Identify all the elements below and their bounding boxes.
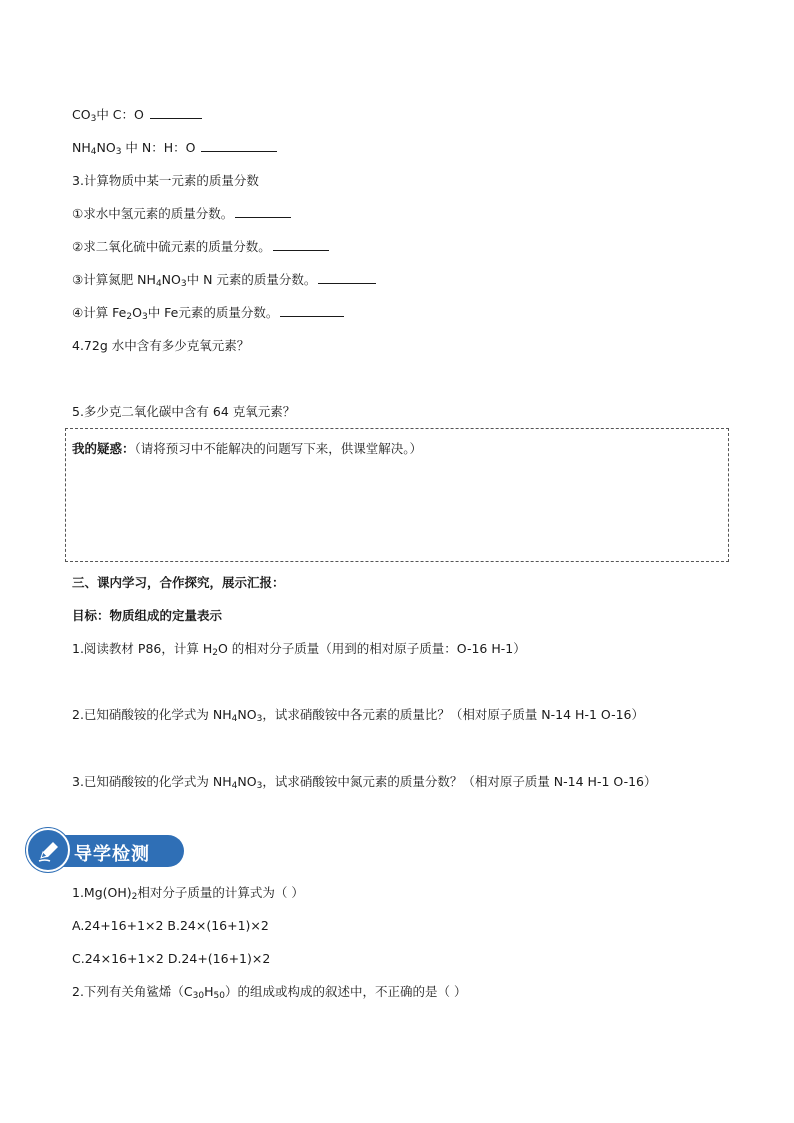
section-heading: 三、课内学习，合作探究，展示汇报： [72, 575, 285, 590]
formula-text: CO [72, 107, 91, 122]
question-nitrogen-fraction [72, 271, 376, 289]
question-text: 2.已知硝酸铵的化学式为 NH [72, 707, 232, 722]
subscript: 2 [126, 312, 133, 322]
test-question-1 [72, 884, 304, 902]
question-nh4no3-ratio [72, 706, 644, 724]
question-text: 1.Mg(OH) [72, 885, 132, 900]
question-text: 中 N 元素的质量分数。 [186, 272, 317, 287]
subscript: 4 [231, 714, 238, 724]
doubt-label: 我的疑惑： [72, 441, 135, 456]
subscript: 2 [212, 648, 218, 658]
doubt-hint: （请将预习中不能解决的问题写下来，供课堂解决。） [134, 441, 423, 456]
question-text: 3.已知硝酸铵的化学式为 NH [72, 774, 232, 789]
subscript: 3 [256, 714, 263, 724]
subscript: 30 [192, 991, 205, 1001]
doubt-box[interactable] [65, 428, 729, 562]
question-nh4no3-nitrogen [72, 773, 656, 791]
answer-blank[interactable] [273, 238, 329, 251]
ratio-co3-line [72, 106, 202, 124]
subscript: 3 [141, 312, 148, 322]
question-hydrogen-fraction [72, 205, 291, 223]
question-co2-oxygen: 5.多少克二氧化碳中含有 64 克氧元素？ [72, 404, 296, 419]
question-text: 中 Fe元素的质量分数。 [147, 305, 279, 320]
subscript: 3 [90, 114, 97, 124]
section-mass-fraction-heading: 3.计算物质中某一元素的质量分数 [72, 173, 259, 188]
formula-text: H [204, 984, 214, 999]
question-text: ）的组成或构成的叙述中，不正确的是（ ） [224, 984, 467, 999]
subscript: 4 [90, 147, 97, 157]
question-text: 中 C：O [96, 107, 148, 122]
question-text: ，试求硝酸铵中各元素的质量比？（相对原子质量 N-14 H-1 O-16） [262, 707, 644, 722]
question-text: 2.下列有关角鲨烯（C [72, 984, 193, 999]
answer-blank[interactable] [235, 205, 291, 218]
pencil-icon [36, 838, 62, 864]
test-question-2 [72, 983, 466, 1001]
question-text: 1.阅读教材 P86，计算 H [72, 641, 213, 656]
formula-text: NO [96, 140, 116, 155]
subscript: 2 [131, 892, 138, 902]
section-banner [26, 828, 186, 872]
test-options-cd: C.24×16+1×2 D.24+(16+1)×2 [72, 951, 271, 966]
answer-blank[interactable] [280, 304, 344, 317]
subscript: 50 [213, 991, 225, 1001]
question-h2o-mass [72, 640, 526, 658]
subscript: 3 [115, 147, 122, 157]
question-iron-fraction [72, 304, 344, 322]
question-text: ，试求硝酸铵中氮元素的质量分数？（相对原子质量 N-14 H-1 O-16） [262, 774, 657, 789]
banner-title: 导学检测 [74, 844, 150, 865]
subscript: 4 [231, 781, 238, 791]
doubt-prompt [72, 439, 422, 457]
question-water-oxygen: 4.72g 水中含有多少克氧元素？ [72, 338, 250, 353]
banner-badge [26, 828, 70, 872]
question-text: ①求水中氢元素的质量分数。 [72, 206, 234, 221]
ratio-nh4no3-line [72, 139, 277, 157]
subscript: 3 [256, 781, 263, 791]
section-goal: 目标：物质组成的定量表示 [72, 608, 223, 623]
question-text: ③计算氮肥 NH [72, 272, 156, 287]
test-options-ab: A.24+16+1×2 B.24×(16+1)×2 [72, 918, 269, 933]
subscript: 3 [180, 279, 187, 289]
subscript: 4 [155, 279, 162, 289]
answer-blank[interactable] [201, 139, 277, 152]
question-text: ④计算 Fe [72, 305, 127, 320]
formula-text: NO [237, 707, 257, 722]
formula-text: NO [161, 272, 181, 287]
question-text: 中 N：H：O [121, 140, 200, 155]
formula-text: NO [237, 774, 257, 789]
formula-text: NH [72, 140, 91, 155]
question-sulfur-fraction [72, 238, 329, 256]
question-text: O 的相对分子质量（用到的相对原子质量：O-16 H-1） [217, 641, 526, 656]
answer-blank[interactable] [150, 106, 202, 119]
question-text: ②求二氧化硫中硫元素的质量分数。 [72, 239, 271, 254]
question-text: 相对分子质量的计算式为（ ） [137, 885, 304, 900]
answer-blank[interactable] [318, 271, 376, 284]
formula-text: O [132, 305, 142, 320]
